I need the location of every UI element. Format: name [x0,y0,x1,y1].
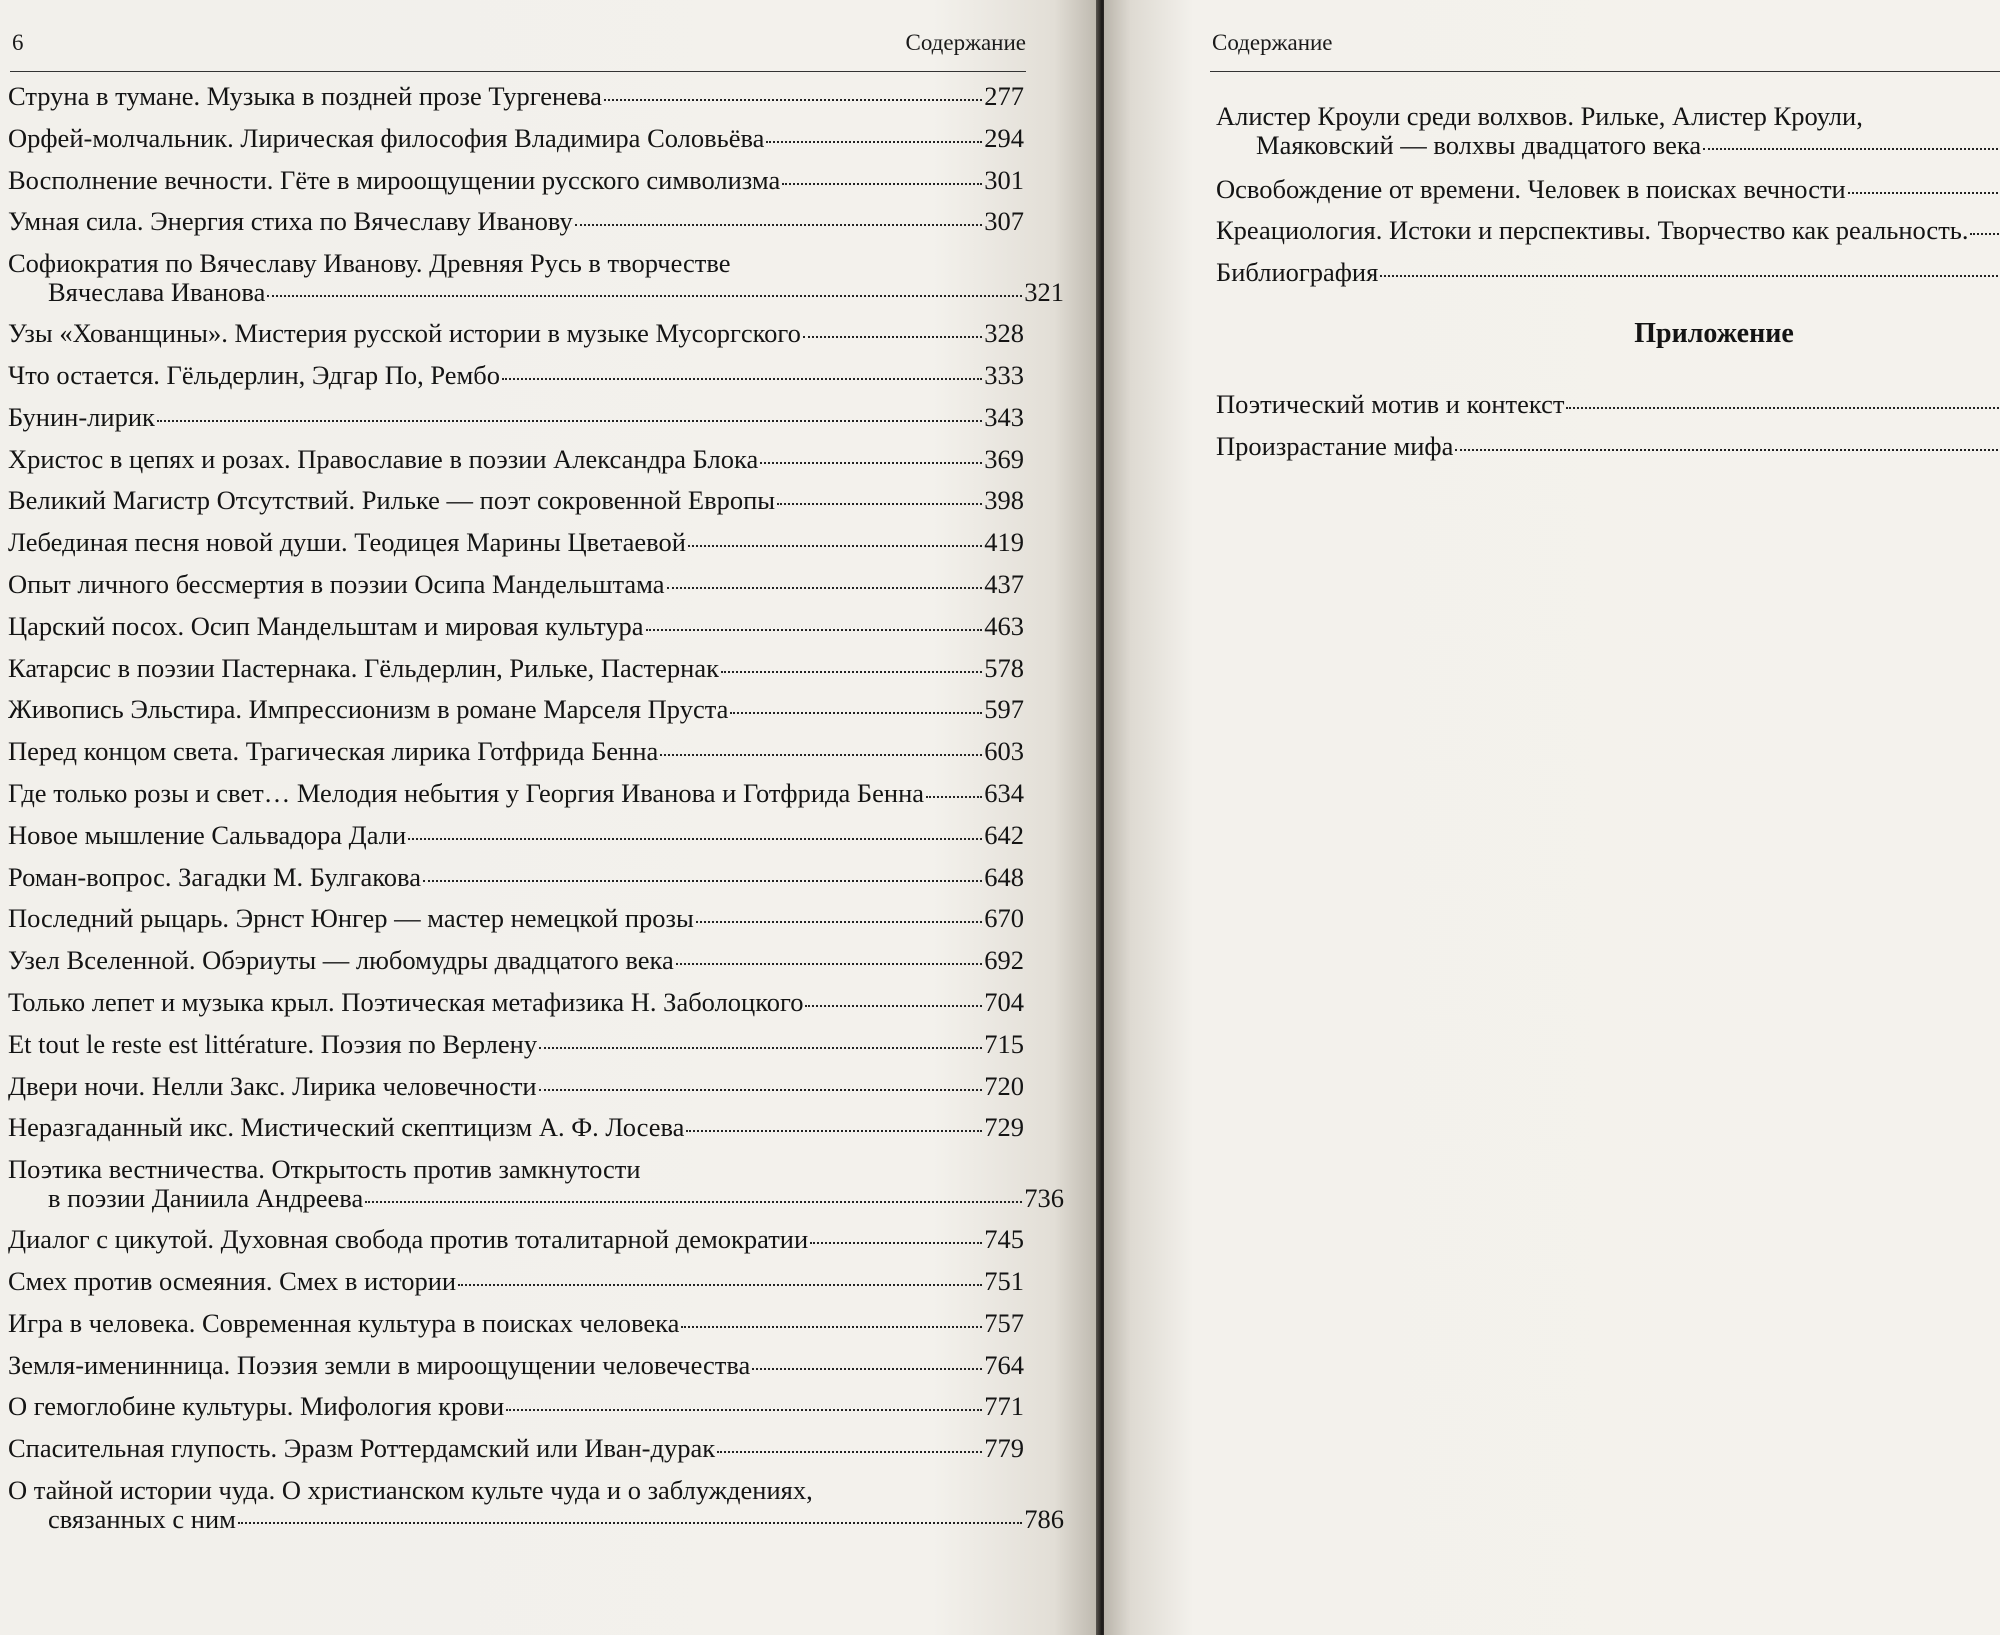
toc-entry-title: Произрастание мифа [1216,431,1454,461]
toc-entry-page: 729 [984,1112,1024,1143]
dot-leader [766,141,982,143]
toc-entry-page: 321 [1024,277,1064,308]
toc-entry [8,486,1024,515]
toc-entry-page: 704 [984,987,1024,1017]
toc-entry-title: Где только розы и свет… Мелодия небытия у Георгия Иванова и Готфрида Бенна [8,778,925,808]
toc-entry [1216,432,2000,461]
toc-entry-title: Спасительная глупость. Эразм Роттердамский или Иван-дурак [8,1433,716,1464]
toc-entry-page: 648 [984,861,1024,892]
toc-entry-page: 771 [984,1391,1024,1422]
toc-entry-title: Игра в человека. Современная культура в поисках человека [8,1307,680,1338]
toc-entry [8,1072,1024,1101]
toc-entry-title: Et tout le reste est littérature. Поэзия по Верлену [8,1028,538,1059]
toc-entry-page: 463 [984,610,1024,641]
toc-entry-title: Новое мышление Сальвадора Дали [8,819,407,850]
toc-entry-title: Христос в цепях и розах. Православие в поэзии Александра Блока [8,443,759,474]
dot-leader [926,796,982,798]
toc-entry [8,612,1024,641]
dot-leader [777,503,982,505]
dot-leader [604,99,982,101]
toc-entry-title: Живопись Эльстира. Импрессионизм в романе Марселя Пруста [8,694,729,725]
dot-leader [696,921,982,923]
toc-entry-page: 715 [984,1028,1024,1059]
toc-entry-page: 307 [984,206,1024,237]
toc-entry [8,654,1024,683]
toc-entry [8,528,1024,557]
toc-entry [1216,216,2000,245]
toc-entry-title: Что остается. Гёльдерлин, Эдгар По, Рембо [8,360,501,390]
toc-entry-page: 603 [984,736,1024,767]
toc-entry-page: 736 [1024,1183,1064,1214]
dot-leader [539,1047,982,1049]
toc-entry-title: связанных с ним [48,1504,236,1534]
running-head-left: Содержание [905,30,1026,55]
dot-leader [238,1522,1022,1524]
toc-entry-title: Только лепет и музыка крыл. Поэтическая метафизика Н. Заболоцкого [8,987,804,1017]
dot-leader [721,671,982,673]
dot-leader [423,880,982,882]
toc-entry [8,166,1024,195]
toc-entry [8,1267,1024,1296]
dot-leader [681,1326,982,1328]
toc-entry-title-line1: О тайной истории чуда. О христианском культе чуда и о заблуждениях, [8,1475,813,1505]
toc-entry-title: Смех против осмеяния. Смех в истории [8,1266,457,1296]
toc-entry-title: Умная сила. Энергия стиха по Вячеславу Иванову [8,206,573,237]
dot-leader [803,336,982,338]
toc-entry-page: 786 [1024,1504,1064,1534]
toc-entry-title: Узел Вселенной. Обэриуты — любомудры двадцатого века [8,945,674,976]
dot-leader [365,1201,1022,1203]
toc-entry [8,1351,1024,1380]
toc-entry [8,403,1024,432]
dot-leader [782,183,982,185]
toc-entry [8,946,1024,975]
toc-entry [8,124,1024,153]
toc-entry [1216,175,2000,204]
toc-entry-page: 398 [984,485,1024,516]
toc-entry-title-line1: Алистер Кроули среди волхвов. Рильке, Алистер Кроули, [1216,101,1863,131]
dot-leader [1566,407,2000,409]
toc-entry-page: 369 [984,443,1024,474]
dot-leader [667,587,983,589]
toc-entry-page: 745 [984,1224,1024,1255]
toc-entry [8,570,1024,599]
toc-entry [1216,102,2000,160]
toc-entry-title: Диалог с цикутой. Духовная свобода против тоталитарной демократии [8,1224,809,1255]
page-number: 6 [12,30,24,55]
toc-entry-page: 343 [984,401,1024,432]
toc-entry [8,1475,1064,1534]
toc-entry-page: 764 [984,1349,1024,1380]
toc-entry [1216,258,2000,287]
dot-leader [1380,275,2000,277]
dot-leader [1455,449,2000,451]
toc-entry-title-line1: Поэтика вестничества. Открытость против замкнутости [8,1154,641,1185]
toc-entry-title: Бунин-лирик [8,401,155,432]
toc-entry [8,207,1024,236]
toc-entry [8,1434,1024,1463]
toc-entry [8,1113,1024,1142]
toc-entry-page: 757 [984,1307,1024,1338]
toc-entry [8,863,1024,892]
dot-leader [686,1130,982,1132]
toc-entry-title: Восполнение вечности. Гёте в мироощущении русского символизма [8,164,781,195]
dot-leader [502,378,982,380]
toc-entry-title: Узы «Хованщины». Мистерия русской истории в музыке Мусоргского [8,318,801,349]
toc-entry [8,1309,1024,1338]
toc-entry [8,445,1024,474]
toc-entry-page: 779 [984,1433,1024,1464]
toc-entry-title: Последний рыцарь. Эрнст Юнгер — мастер немецкой прозы [8,903,694,934]
toc-right [1216,0,2000,1635]
dot-leader [1703,148,2000,150]
toc-entry-title: Катарсис в поэзии Пастернака. Гёльдерлин, Рильке, Пастернак [8,652,719,683]
dot-leader [805,1005,982,1007]
toc-entry-title: Двери ночи. Нелли Закс. Лирика человечности [8,1070,537,1101]
toc-entry-page: 634 [984,778,1024,808]
toc-entry-page: 751 [984,1266,1024,1296]
dot-leader [157,420,982,422]
toc-entry-page: 692 [984,945,1024,976]
toc-entry [8,779,1024,808]
toc-entry-page: 597 [984,694,1024,725]
dot-leader [752,1368,982,1370]
toc-entry-page: 437 [984,569,1024,599]
toc-entry [8,82,1024,111]
toc-left [8,0,1064,1635]
appendix-heading: Приложение [1634,318,1794,349]
toc-entry-page: 294 [984,122,1024,153]
toc-entry [8,319,1024,348]
dot-leader [539,1089,983,1091]
dot-leader [688,545,982,547]
dot-leader [646,629,983,631]
toc-entry-page: 419 [984,527,1024,558]
toc-entry-page: 642 [984,819,1024,850]
toc-entry [8,1392,1024,1421]
toc-entry [8,695,1024,724]
dot-leader [458,1284,982,1286]
dot-leader [408,838,982,840]
toc-entry [8,1225,1024,1254]
toc-entry-title: Освобождение от времени. Человек в поисках вечности [1216,174,1846,204]
dot-leader [1848,192,2000,194]
dot-leader [730,712,982,714]
toc-entry-page: 578 [984,652,1024,683]
toc-entry-title: Орфей-молчальник. Лирическая философия Владимира Соловьёва [8,122,765,153]
toc-entry-title: Царский посох. Осип Мандельштам и мировая культура [8,610,644,641]
right-page [1104,0,2000,1635]
toc-entry-title: Вячеслава Иванова [48,277,266,308]
dot-leader [760,462,982,464]
toc-entry-title: Роман-вопрос. Загадки М. Булгакова [8,861,421,892]
toc-entry [8,361,1024,390]
toc-entry [8,821,1024,850]
dot-leader [717,1451,982,1453]
toc-entry-title: Струна в тумане. Музыка в поздней прозе Тургенева [8,81,602,111]
dot-leader [1970,233,2000,235]
toc-entry [8,248,1064,308]
dot-leader [506,1409,982,1411]
toc-entry [8,1154,1064,1214]
running-head-right: Содержание [1212,30,1333,55]
dot-leader [660,754,982,756]
toc-entry [8,737,1024,766]
toc-entry-title: в поэзии Даниила Андреева [48,1183,364,1214]
toc-entry-page: 333 [984,360,1024,390]
toc-entry-title: Опыт личного бессмертия в поэзии Осипа Мандельштама [8,569,665,599]
toc-entry [8,1030,1024,1059]
toc-entry-title: О гемоглобине культуры. Мифология крови [8,1391,505,1422]
toc-entry [8,988,1024,1017]
toc-entry-page: 720 [984,1070,1024,1101]
dot-leader [267,295,1022,297]
toc-entry [1216,390,2000,419]
toc-entry-title: Перед концом света. Трагическая лирика Готфрида Бенна [8,736,659,767]
toc-entry-title: Лебединая песня новой души. Теодицея Марины Цветаевой [8,527,686,558]
toc-entry-title: Великий Магистр Отсутствий. Рильке — поэт сокровенной Европы [8,485,776,516]
toc-entry-title-line1: Софиократия по Вячеславу Иванову. Древняя Русь в творчестве [8,248,731,279]
toc-entry-title: Библиография [1216,257,1379,287]
toc-entry-page: 328 [984,318,1024,349]
toc-entry-title: Маяковский — волхвы двадцатого века [1256,130,1702,160]
dot-leader [810,1242,982,1244]
toc-entry-title: Поэтический мотив и контекст [1216,389,1565,419]
dot-leader [575,224,982,226]
dot-leader [676,963,983,965]
toc-entry [8,904,1024,933]
toc-entry-page: 670 [984,903,1024,934]
toc-entry-title: Земля-именинница. Поэзия земли в мироощущении человечества [8,1349,751,1380]
toc-entry-page: 277 [984,81,1024,111]
toc-entry-title: Неразгаданный икс. Мистический скептицизм А. Ф. Лосева [8,1112,685,1143]
toc-entry-page: 301 [984,164,1024,195]
toc-entry-title: Креациология. Истоки и перспективы. Творчество как реальность. [1216,215,1969,245]
